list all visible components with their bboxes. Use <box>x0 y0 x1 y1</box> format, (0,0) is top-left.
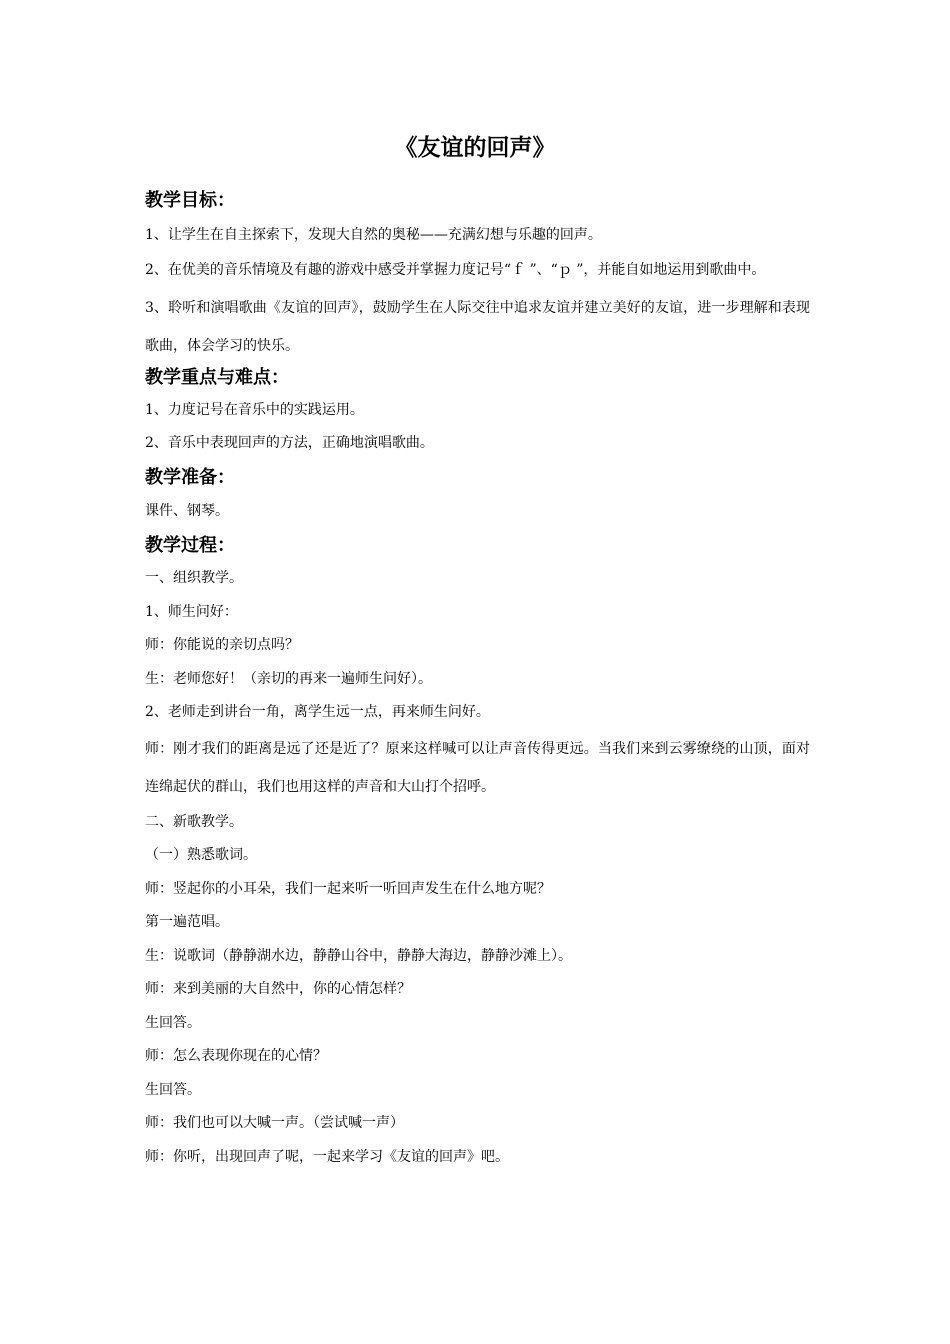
paragraph: 师：怎么表现你现在的心情？ <box>145 1048 327 1064</box>
section-key-points <box>145 363 810 461</box>
paragraph: 第一遍范唱。 <box>145 914 229 930</box>
paragraph: 2、在优美的音乐情境及有趣的游戏中感受并掌握力度记号“ｆ ”、“ｐ ”，并能自如地运用到歌曲中。 <box>145 261 766 278</box>
paragraph: 1、力度记号在音乐中的实践运用。 <box>145 401 364 418</box>
paragraph: 生回答。 <box>145 1014 201 1031</box>
section-heading: 教学目标： <box>145 190 235 211</box>
paragraph: 师：我们也可以大喊一声。（尝试喊一声） <box>145 1115 404 1131</box>
paragraph: 生：老师您好！（亲切的再来一遍师生问好）。 <box>145 670 432 687</box>
paragraph: 2、老师走到讲台一角，离学生远一点，再来师生问好。 <box>145 704 490 720</box>
paragraph: 3、聆听和演唱歌曲《友谊的回声》，鼓励学生在人际交往中追求友谊并建立美好的友谊，进一步理解和表现歌曲，体会学习的快乐。 <box>145 299 810 354</box>
paragraph: 2、音乐中表现回声的方法，正确地演唱歌曲。 <box>145 435 434 451</box>
section-heading: 教学重点与难点： <box>145 366 289 388</box>
paragraph: 师：刚才我们的距离是远了还是近了？原来这样喊可以让声音传得更远。当我们来到云雾缭绕的山顶，面对连绵起伏的群山，我们也用这样的声音和大山打个招呼。 <box>145 740 810 795</box>
paragraph: 二、新歌教学。 <box>145 813 243 830</box>
paragraph: 生回答。 <box>145 1081 201 1098</box>
section-teaching-process <box>145 531 810 1174</box>
paragraph: 1、师生问好： <box>145 603 238 620</box>
paragraph: 师：竖起你的小耳朵，我们一起来听一听回声发生在什么地方呢？ <box>145 880 551 897</box>
paragraph: 师：你能说的亲切点吗？ <box>145 637 299 653</box>
document-title: 《友谊的回声》 <box>394 134 556 161</box>
paragraph: 生：说歌词（静静湖水边，静静山谷中，静静大海边，静静沙滩上）。 <box>145 947 572 964</box>
section-heading: 教学过程： <box>145 535 235 556</box>
paragraph: 1、让学生在自主探索下，发现大自然的奥秘——充满幻想与乐趣的回声。 <box>145 227 602 243</box>
paragraph: （一）熟悉歌词。 <box>145 847 257 863</box>
paragraph: 师：你听，出现回声了呢，一起来学习《友谊的回声》吧。 <box>145 1148 509 1165</box>
section-teaching-objectives <box>145 186 810 365</box>
paragraph: 一、组织教学。 <box>145 570 243 586</box>
section-preparation <box>145 463 810 529</box>
document-body <box>145 186 810 1174</box>
section-heading: 教学准备： <box>145 466 235 488</box>
paragraph: 师：来到美丽的大自然中，你的心情怎样？ <box>145 981 411 997</box>
paragraph: 课件、钢琴。 <box>145 502 229 519</box>
